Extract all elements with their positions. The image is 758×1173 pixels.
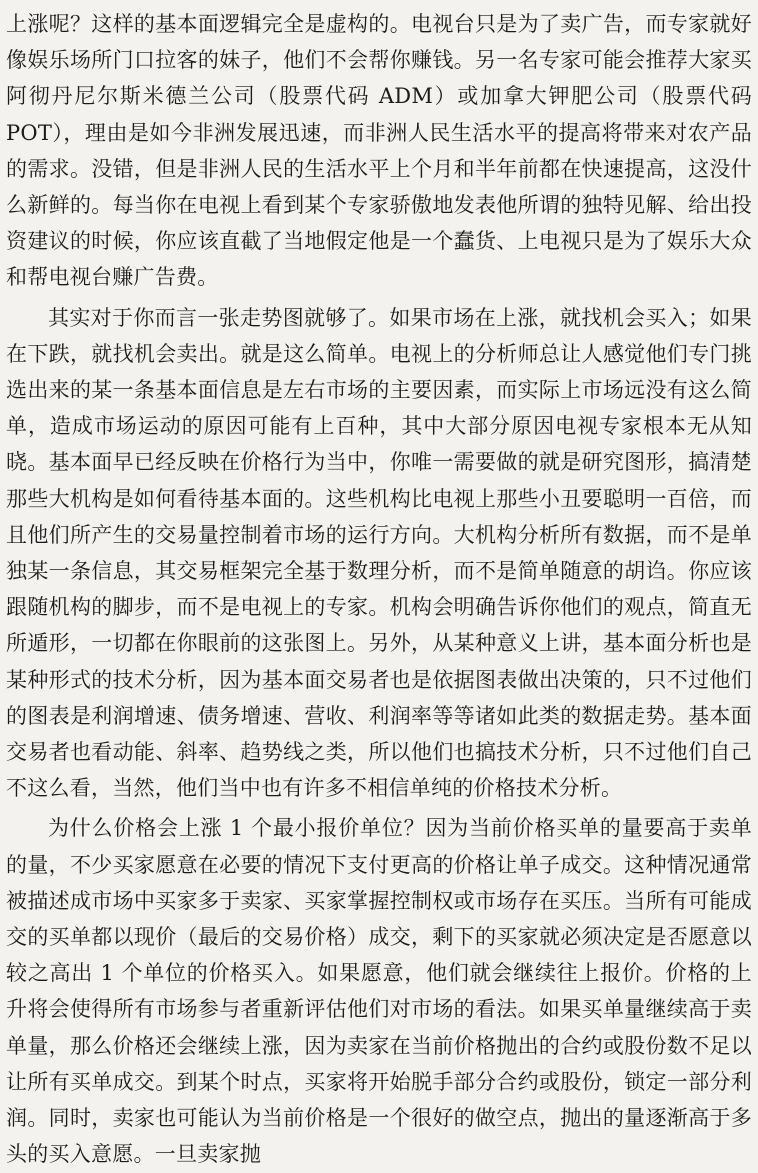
paragraph-3: 为什么价格会上涨 1 个最小报价单位？因为当前价格买单的量要高于卖单的量，不少买家愿意在必要的情况下支付更高的价格让单子成交。这种情况通常被描述成市场中买家多于卖家、买家掌握控制权或市场存在买压。当所有可能成交的买单都以现价（最后的交易价格）成交，剩下的买家就必须决定是否愿意以较之高出 1 个单位的价格买入。如果愿意，他们就会继续往上报价。价格的上升将会使得所有市场参与者重新评估他们对市场的看法。如果买单量继续高于卖单量，那么价格还会继续上涨，因为卖家在当前价格抛出的合约或股份数不足以让所有买单成交。到某个时点，买家将开始脱手部分合约或股份，锁定一部分利润。同时，卖家也可能认为当前价格是一个很好的做空点，抛出的量逐渐高于多头的买入意愿。一旦卖家抛 [6, 816, 752, 1167]
paragraph-1: 上涨呢？这样的基本面逻辑完全是虚构的。电视台只是为了卖广告，而专家就好像娱乐场所门口拉客的妹子，他们不会帮你赚钱。另一名专家可能会推荐大家买阿彻丹尼尔斯米德兰公司（股票代码 ADM）或加拿大钾肥公司（股票代码 POT），理由是如今非洲发展迅速，而非洲人民生活水平的提高将带来对农产品的需求。没错，但是非洲人民的生活水平上个月和半年前都在快速提高，这没什么新鲜的。每当你在电视上看到某个专家骄傲地发表他所谓的独特见解、给出投资建议的时候，你应该直截了当地假定他是一个蠢货、上电视只是为了娱乐大众和帮电视台赚广告费。 [6, 12, 752, 290]
paragraph-2: 其实对于你而言一张走势图就够了。如果市场在上涨，就找机会买入；如果在下跌，就找机会卖出。就是这么简单。电视上的分析师总让人感觉他们专门挑选出来的某一条基本面信息是左右市场的主要因素，而实际上市场远没有这么简单，造成市场运动的原因可能有上百种，其中大部分原因电视专家根本无从知晓。基本面早已经反映在价格行为当中，你唯一需要做的就是研究图形，搞清楚那些大机构是如何看待基本面的。这些机构比电视上那些小丑要聪明一百倍，而且他们所产生的交易量控制着市场的运行方向。大机构分析所有数据，而不是单独某一条信息，其交易框架完全基于数理分析，而不是简单随意的胡诌。你应该跟随机构的脚步，而不是电视上的专家。机构会明确告诉你他们的观点，简直无所遁形，一切都在你眼前的这张图上。另外，从某种意义上讲，基本面分析也是某种形式的技术分析，因为基本面交易者也是依据图表做出决策的，只不过他们的图表是利润增速、债务增速、营收、利润率等等诸如此类的数据走势。基本面交易者也看动能、斜率、趋势线之类，所以他们也搞技术分析，只不过他们自己不这么看，当然，他们当中也有许多不相信单纯的价格技术分析。 [6, 305, 752, 801]
